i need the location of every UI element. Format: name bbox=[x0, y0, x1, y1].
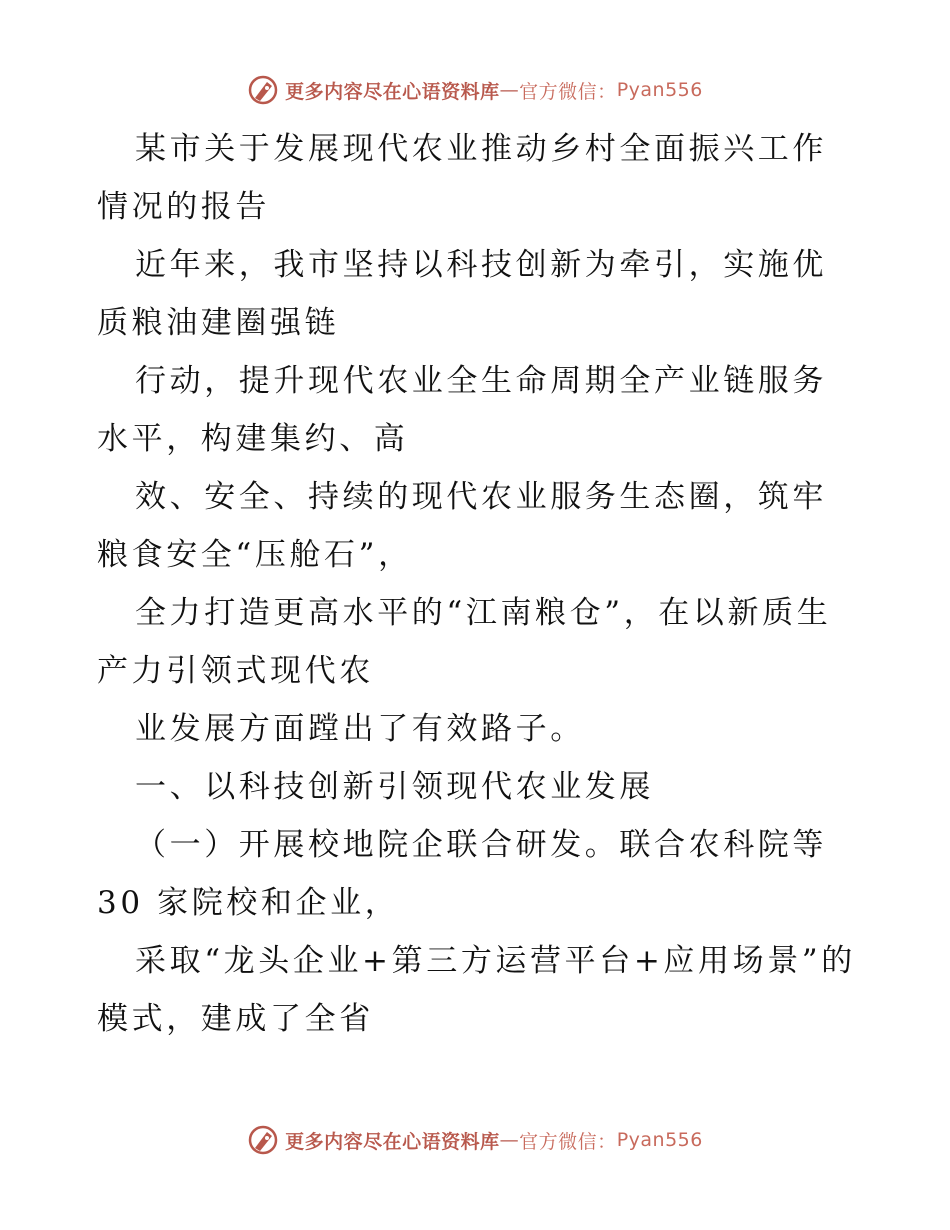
banner-wechat-label: 官方微信： bbox=[519, 80, 617, 103]
paragraph: 全力打造更高水平的“江南粮仓”，在以新质生产力引领式现代农 bbox=[97, 595, 832, 689]
pen-nib-logo-icon bbox=[247, 74, 279, 106]
paragraph: （一）开展校地院企联合研发。联合农科院等 30 家院校和企业， bbox=[97, 827, 827, 921]
paragraph: 行动，提升现代农业全生命周期全产业链服务水平，构建集约、高 bbox=[97, 363, 827, 457]
banner-dash: — bbox=[499, 79, 520, 101]
pen-nib-logo-icon bbox=[247, 1124, 279, 1156]
banner-wechat-label: 官方微信： bbox=[519, 1130, 617, 1153]
banner-main-text: 更多内容尽在心语资料库 bbox=[285, 1130, 500, 1153]
banner-text bbox=[285, 1127, 703, 1154]
document-body bbox=[97, 120, 857, 1048]
section-heading: 一、以科技创新引领现代农业发展 bbox=[135, 769, 654, 805]
header-watermark-banner bbox=[0, 72, 950, 108]
banner-wechat-id: Pyan556 bbox=[616, 79, 703, 101]
banner-main-text: 更多内容尽在心语资料库 bbox=[285, 80, 500, 103]
banner-wechat-id: Pyan556 bbox=[616, 1129, 703, 1151]
footer-watermark-banner bbox=[0, 1122, 950, 1158]
banner-dash: — bbox=[499, 1129, 520, 1151]
banner-text bbox=[285, 77, 703, 104]
paragraph: 近年来，我市坚持以科技创新为牵引，实施优质粮油建圈强链 bbox=[97, 247, 827, 341]
paragraph: 采取“龙头企业+第三方运营平台+应用场景”的模式，建成了全省 bbox=[97, 943, 856, 1037]
paragraph: 效、安全、持续的现代农业服务生态圈，筑牢粮食安全“压舱石”， bbox=[97, 479, 827, 573]
paragraph: 业发展方面蹚出了有效路子。 bbox=[135, 711, 585, 747]
report-title: 某市关于发展现代农业推动乡村全面振兴工作情况的报告 bbox=[97, 131, 827, 225]
